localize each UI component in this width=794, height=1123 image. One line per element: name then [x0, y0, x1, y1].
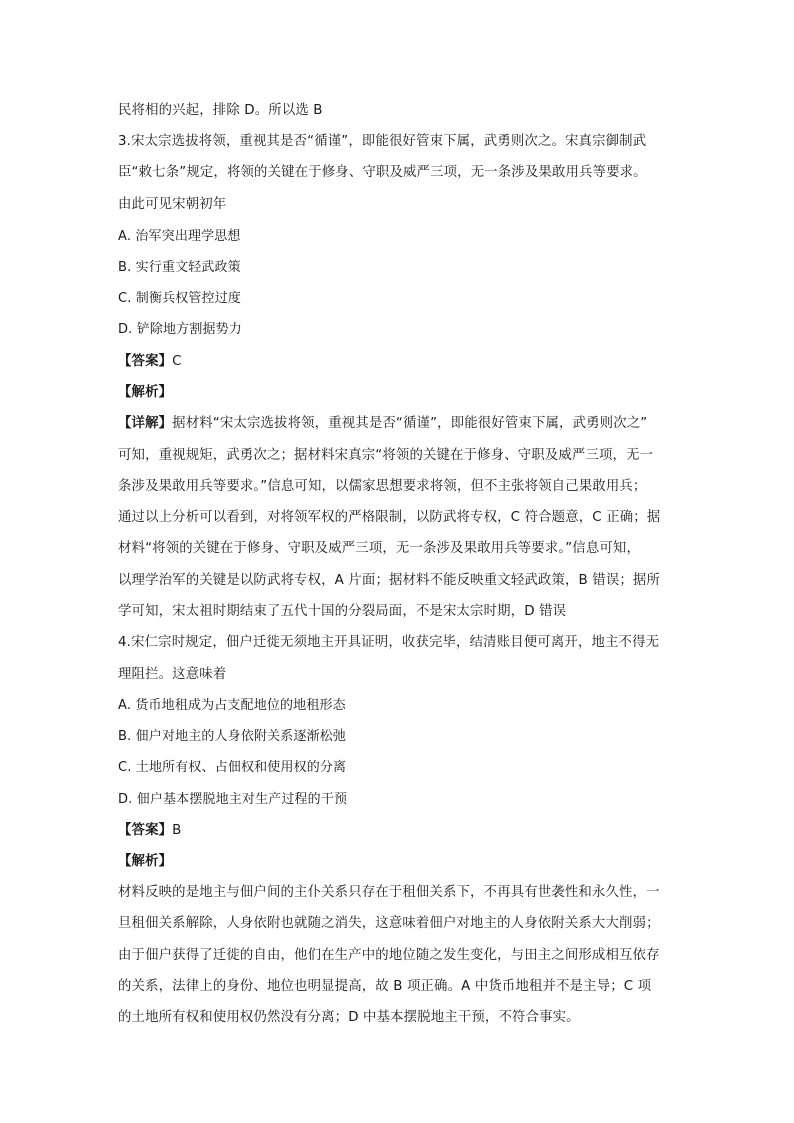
q3-answer-value: C [172, 354, 182, 369]
q3-analysis-line-5: 材料“将领的关键在于修身、守职及威严三项，无一条涉及果敢用兵等要求。”信息可知， [118, 541, 641, 556]
q4-analysis-line-2: 旦租佃关系解除，人身依附也就随之消失，这意味着佃户对地主的人身依附关系大大削弱； [118, 916, 660, 931]
q3-analysis-line-7: 学可知，宋太祖时期结束了五代十国的分裂局面，不是宋太宗时期，D 错误 [118, 604, 567, 619]
q4-analysis-line-1: 材料反映的是地主与佃户间的主仆关系只存在于租佃关系下，不再具有世袭性和永久性，一 [118, 885, 660, 900]
q3-stem-line-2: 臣“敕七条”规定，将领的关键在于修身、守职及威严三项，无一条涉及果敢用兵等要求。 [118, 165, 647, 180]
q3-option-a: A. 治军突出理学思想 [118, 229, 241, 244]
q3-analysis-text-1: 据材料“宋太宗选拔将领，重视其是否“循谨”，即能很好管束下属，武勇则次之” [172, 416, 648, 431]
q3-detail-label: 【详解】 [118, 416, 173, 431]
q4-option-a: A. 货币地租成为占支配地位的地租形态 [118, 698, 346, 713]
q4-option-d: D. 佃户基本摆脱地主对生产过程的干预 [118, 792, 348, 807]
q4-stem-line-2: 理阻拦。这意味着 [118, 667, 227, 682]
q3-stem-line-3: 由此可见宋朝初年 [118, 197, 227, 212]
q4-analysis-line-4: 的关系，法律上的身份、地位也明显提高，故 B 项正确。A 中货币地租并不是主导；C 项 [118, 979, 652, 994]
q4-answer [118, 821, 678, 841]
q4-analysis-line-5: 的土地所有权和使用权仍然没有分离；D 中基本摆脱地主干预，不符合事实。 [118, 1010, 580, 1025]
q4-option-b: B. 佃户对地主的人身依附关系逐渐松弛 [118, 729, 347, 744]
q3-analysis-label: 【解析】 [118, 385, 173, 400]
q3-option-d: D. 铲除地方割据势力 [118, 322, 242, 337]
q3-analysis-line-3: 条涉及果敢用兵等要求。”信息可知，以儒家思想要求将领，但不主张将领自己果敢用兵； [118, 479, 647, 494]
q4-analysis-label: 【解析】 [118, 854, 173, 869]
q3-option-b: B. 实行重文轻武政策 [118, 260, 241, 275]
previous-answer-tail: 民将相的兴起，排除 D。所以选 B [118, 103, 323, 118]
q3-stem-line-1: 3.宋太宗选拔将领，重视其是否“循谨”，即能很好管束下属，武勇则次之。宋真宗御制武 [118, 134, 647, 149]
q3-analysis-line-4: 通过以上分析可以看到，对将领军权的严格限制，以防武将专权，C 符合题意，C 正确；据 [118, 510, 661, 525]
q4-answer-value: B [172, 823, 182, 838]
q3-analysis-line-2: 可知，重视规矩，武勇次之；据材料宋真宗“将领的关键在于修身、守职及威严三项，无一 [118, 448, 654, 463]
q3-analysis-line-1 [118, 414, 678, 434]
q4-stem-line-1: 4.宋仁宗时规定，佃户迁徙无须地主开具证明，收获完毕，结清账目便可离开，地主不得无 [118, 635, 660, 650]
q4-option-c: C. 土地所有权、占佃权和使用权的分离 [118, 760, 347, 775]
q3-answer [118, 352, 678, 372]
q4-answer-label: 【答案】 [118, 823, 173, 838]
q4-analysis-line-3: 由于佃户获得了迁徙的自由，他们在生产中的地位随之发生变化，与田主之间形成相互依存 [118, 948, 660, 963]
q3-answer-label: 【答案】 [118, 354, 173, 369]
q3-option-c: C. 制衡兵权管控过度 [118, 291, 241, 306]
q3-analysis-line-6: 以理学治军的关键是以防武将专权，A 片面；据材料不能反映重文轻武政策，B 错误；据所 [118, 573, 661, 588]
